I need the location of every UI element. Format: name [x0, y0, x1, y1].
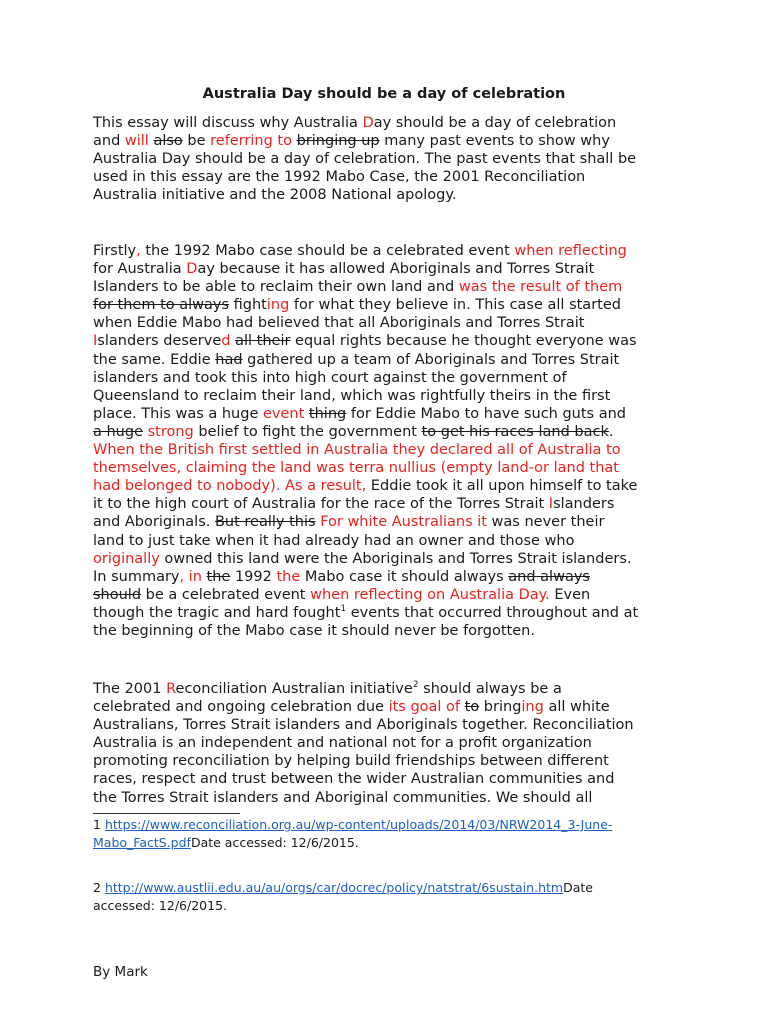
inserted-text: was the result of them: [458, 279, 623, 296]
text-line: [93, 260, 693, 278]
text-line: [93, 314, 693, 332]
text-line: [93, 278, 693, 296]
footnote-1-link[interactable]: https://www.reconciliation.org.au/wp-content/uploads/2014/03/NRW2014_3-June-: [104, 817, 613, 832]
text-run: land to just take when it had already had an owner and those who: [93, 532, 575, 549]
text-run: ay because it has allowed Aboriginals and Torres Strait: [197, 261, 595, 278]
text-run: slanders deserve: [97, 333, 222, 350]
text-run: celebrated and ongoing celebration due: [93, 699, 389, 716]
text-line: [93, 459, 693, 477]
text-run: Australia initiative and the 2008 National apology.: [93, 187, 457, 204]
text-run: ay should be a day of celebration: [373, 115, 617, 131]
footnote-ref: 2: [412, 680, 419, 691]
text-run: belief to fight the government: [193, 423, 422, 440]
footnote-1-link-continued[interactable]: Mabo_FactS.pdf: [93, 835, 191, 851]
inserted-text: had belonged to nobody). As a result,: [93, 478, 367, 495]
text-run: the Torres Strait islanders and Aboriginal communities. We should all: [93, 789, 593, 806]
text-run: islanders and took this into high court against the government of: [93, 369, 567, 386]
text-run: gathered up a team of Aboriginals and Torres Strait: [242, 351, 620, 368]
text-run: races, respect and trust between the wider Australian communities and: [93, 771, 615, 788]
text-line: [93, 351, 693, 369]
text-line: [93, 550, 693, 568]
text-line: [93, 441, 693, 459]
footnote-2-link[interactable]: http://www.austlii.edu.au/au/orgs/car/docrec/policy/natstrat/6sustain.htm: [104, 880, 564, 895]
inserted-text: when reflecting: [514, 243, 627, 259]
footnote-ref: 1: [340, 604, 347, 615]
text-line: [93, 716, 693, 734]
inserted-text: ing: [521, 699, 544, 716]
text-line: [93, 568, 693, 586]
inserted-text: D: [362, 115, 374, 131]
text-run: be: [182, 133, 211, 150]
text-run: 1992: [230, 568, 277, 585]
footnote-1-line-2: [93, 835, 693, 853]
text-run: This essay will discuss why Australia: [93, 115, 363, 131]
text-line: [93, 168, 693, 186]
inserted-text: when reflecting on Australia Day.: [310, 586, 550, 603]
text-run: Australia is an independent and national not for a profit organization: [93, 735, 592, 752]
inserted-text: D: [186, 261, 198, 278]
text-run: the same. Eddie: [93, 351, 216, 368]
text-line: [93, 423, 693, 441]
text-run: Even: [549, 586, 591, 603]
inserted-text: the: [276, 568, 301, 585]
text-line: [93, 770, 693, 788]
inserted-text: referring to: [210, 133, 292, 150]
text-line: [93, 586, 693, 604]
inserted-text: originally: [93, 550, 160, 567]
text-line: [93, 698, 693, 716]
text-run: it to the high court of Australia for the race of the Torres Strait: [93, 496, 549, 513]
text-run: the 1992 Mabo case should be a celebrated event: [140, 243, 515, 259]
inserted-text: ing: [266, 297, 290, 314]
inserted-text: When the British first settled in Australia they declared all of Australia to: [93, 442, 621, 459]
text-run: slanders: [553, 496, 615, 513]
struck-text: and always: [508, 568, 590, 585]
struck-text: But really this: [214, 514, 316, 531]
paragraph-intro: [93, 114, 693, 204]
text-line: [93, 186, 693, 204]
text-line: [93, 114, 693, 132]
struck-text: to get his races land back: [421, 423, 609, 440]
struck-text: to: [464, 699, 480, 716]
inserted-text: event: [263, 405, 305, 422]
text-line: [93, 150, 693, 168]
text-line: [93, 734, 693, 752]
text-line: [93, 242, 693, 260]
text-line: [93, 477, 693, 495]
footnote-2-line-1: [93, 880, 693, 898]
text-run: owned this land were the Aboriginals and Torres Strait islanders.: [159, 550, 632, 567]
struck-text: a huge: [93, 423, 143, 440]
text-run: fight: [229, 297, 267, 314]
footnote-1-number: 1: [93, 817, 105, 832]
inserted-text: For white Australians it: [320, 514, 487, 531]
essay-title: Australia Day should be a day of celebration: [202, 86, 566, 102]
text-run: Queensland to reclaim their land, which was rightfully theirs in the first: [93, 387, 611, 404]
struck-text: bringing up: [296, 133, 380, 150]
text-line: [93, 622, 693, 640]
text-run: and: [93, 133, 125, 150]
text-run: the beginning of the Mabo case it should never be forgotten.: [93, 622, 535, 639]
text-line: [93, 405, 693, 423]
text-run: The 2001: [93, 681, 167, 697]
text-run: Australia Day should be a day of celebration. The past events that shall be: [93, 151, 637, 168]
text-line: [93, 369, 693, 387]
inserted-text: I: [548, 496, 554, 513]
footnote-divider: [93, 813, 240, 814]
struck-text: had: [215, 351, 243, 368]
inserted-text: d: [221, 333, 231, 350]
text-run: was never their: [486, 514, 605, 531]
text-run: Eddie took it all upon himself to take: [366, 478, 638, 495]
footnote-2-number: 2: [93, 880, 105, 895]
struck-text: should: [93, 586, 142, 603]
text-run: equal rights because he thought everyone was: [290, 333, 637, 350]
text-line: [93, 752, 693, 770]
text-line: [93, 296, 693, 314]
inserted-text: , in: [179, 568, 202, 585]
text-line: [93, 789, 693, 807]
text-run: for Eddie Mabo to have such guts and: [346, 405, 626, 422]
text-run: Firstly: [93, 243, 137, 259]
text-run: all white: [543, 699, 610, 716]
text-run: promoting reconciliation by helping build friendships between different: [93, 753, 609, 770]
text-line: [93, 387, 693, 405]
text-run: and Aboriginals.: [93, 514, 215, 531]
text-run: In summary: [93, 568, 180, 585]
text-line: [93, 513, 693, 531]
footnote-2-accessed-label: Date: [563, 880, 593, 895]
text-run: Islanders to be able to reclaim their own land and: [93, 279, 459, 296]
text-line: [93, 680, 693, 698]
text-run: bring: [479, 699, 522, 716]
text-run: when Eddie Mabo had believed that all Aboriginals and Torres Strait: [93, 315, 585, 332]
footnote-1-line-1: [93, 817, 693, 835]
text-line: [93, 332, 693, 350]
text-line: [93, 132, 693, 150]
paragraph-reconciliation: [93, 680, 693, 807]
inserted-text: strong: [147, 423, 194, 440]
text-run: Mabo case it should always: [300, 568, 509, 585]
text-run: for what they believe in. This case all started: [289, 297, 621, 314]
inserted-text: will: [124, 133, 149, 150]
text-run: events that occurred throughout and at: [346, 604, 639, 621]
footnote-1-accessed: Date accessed: 12/6/2015.: [190, 835, 359, 851]
paragraph-mabo-case: [93, 242, 693, 640]
author-byline: By Mark: [93, 964, 148, 980]
inserted-text: R: [166, 681, 176, 697]
footnote-2-accessed: accessed: 12/6/2015.: [93, 898, 227, 914]
text-run: econciliation Australian initiative: [175, 681, 413, 697]
text-run: for Australia: [93, 261, 187, 278]
text-run: though the tragic and hard fought: [93, 604, 341, 621]
text-line: [93, 604, 693, 622]
text-run: Australians, Torres Strait islanders and Aboriginals together. Reconciliation: [93, 717, 634, 734]
inserted-text: ,: [136, 243, 141, 259]
inserted-text: its goal of: [388, 699, 461, 716]
text-line: [93, 532, 693, 550]
text-run: many past events to show why: [379, 133, 610, 150]
text-run: place. This was a huge: [93, 405, 263, 422]
inserted-text: themselves, claiming the land was terra nullius (empty land-or land that: [93, 460, 619, 477]
footnote-2: [93, 880, 693, 916]
text-run: be a celebrated event: [141, 586, 311, 603]
struck-text: the: [206, 568, 231, 585]
struck-text: thing: [308, 405, 347, 422]
footnote-2-line-2: [93, 898, 693, 916]
text-run: .: [608, 423, 614, 440]
text-line: [93, 495, 693, 513]
footnote-1: [93, 817, 693, 853]
inserted-text: I: [93, 333, 98, 350]
struck-text: for them to always: [93, 297, 230, 314]
struck-text: all their: [235, 333, 291, 350]
struck-text: also: [153, 133, 183, 150]
text-run: should always be a: [418, 681, 562, 697]
text-run: used in this essay are the 1992 Mabo Case, the 2001 Reconciliation: [93, 169, 586, 186]
